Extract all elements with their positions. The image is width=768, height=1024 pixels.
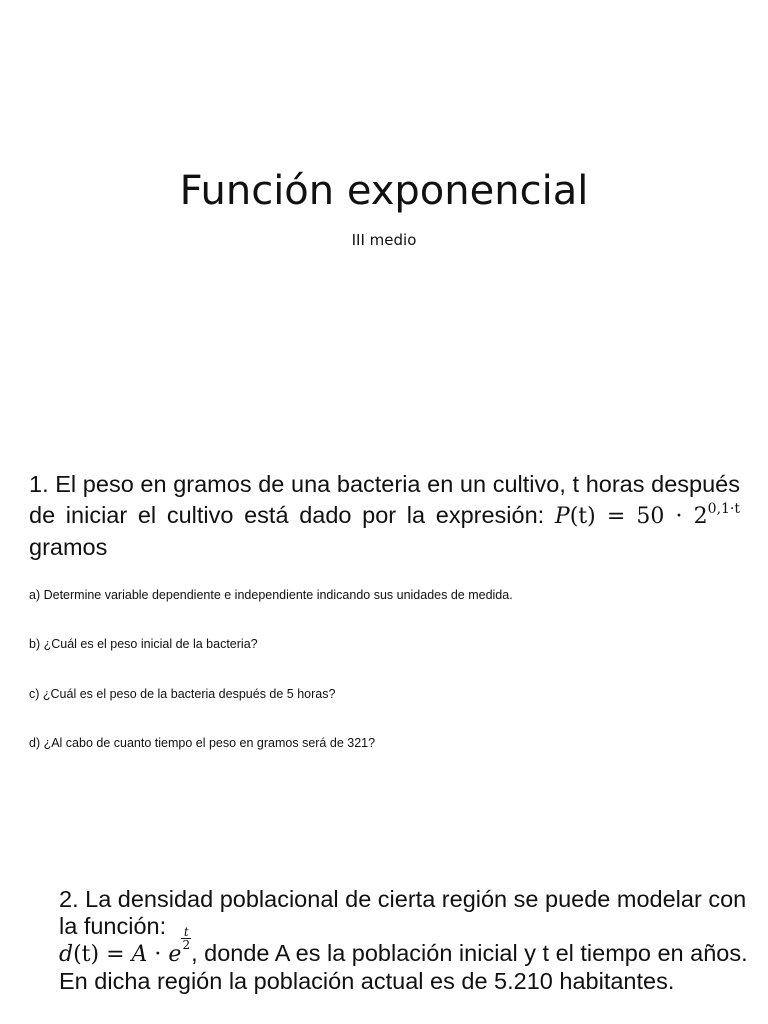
question-b: b) ¿Cuál es el peso inicial de la bacteria? bbox=[29, 637, 258, 651]
problem-1-formula: $P(t) = 50 \cdot 2^{0,1\cdot t}$ bbox=[554, 501, 741, 529]
problem-1-text: 1. El peso en gramos de una bacteria en un cultivo, t horas después de iniciar el cultivo está dado por la expresión: bbox=[29, 471, 740, 528]
question-a: a) Determine variable dependiente e independiente indicando sus unidades de medida. bbox=[29, 588, 513, 602]
problem-2-rest: , donde A es la población inicial y t el tiempo en años. En dicha región la población actual es de 5.210 habitantes. bbox=[59, 940, 748, 994]
problem-1-unit: gramos bbox=[29, 534, 108, 560]
page-title: Función exponencial bbox=[179, 168, 589, 214]
problem-2-formula: d(t) = A · e $\frac{t}{2}$ bbox=[59, 925, 191, 967]
problem-2-intro: 2. La densidad poblacional de cierta región se puede modelar con la función: bbox=[59, 886, 747, 939]
question-d: d) ¿Al cabo de cuanto tiempo el peso en gramos será de 321? bbox=[29, 736, 376, 750]
problem-1-exponent: 0,1·t bbox=[707, 501, 741, 517]
page-subtitle: III medio bbox=[351, 231, 417, 249]
exponent-fraction: $\frac{t}{2}$ bbox=[182, 925, 191, 952]
problem-1-statement bbox=[29, 469, 740, 563]
problem-2-statement bbox=[59, 886, 749, 995]
question-c: c) ¿Cuál es el peso de la bacteria después de 5 horas? bbox=[29, 687, 336, 701]
